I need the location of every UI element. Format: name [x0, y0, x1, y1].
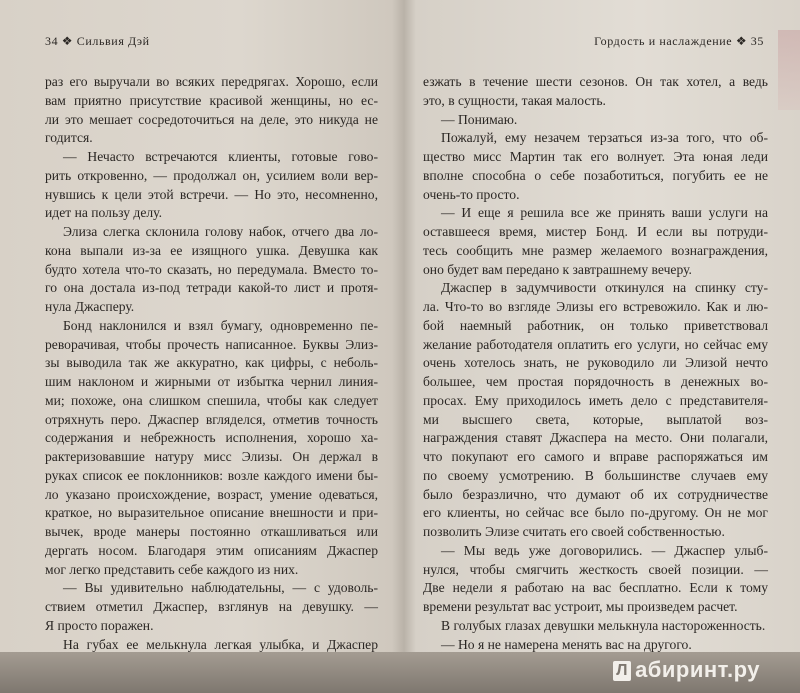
text-line: — Понимаю.	[441, 111, 518, 127]
text-line: очень-то просто.	[423, 186, 520, 202]
text-line: — Мы ведь уже договорились. — Джаспер улыб-	[441, 542, 768, 558]
text-line: это, в сущности, такая малость.	[423, 92, 606, 108]
text-line: реворачивая, чтобы прочесть написанное. Буквы Элиз-	[45, 336, 378, 352]
text-line: вам приятно присутствие красивой женщины, но ес-	[45, 92, 378, 108]
text-line: Бонд наклонился и взял бумагу, одновременно пе-	[63, 317, 378, 333]
text-line: вычек, вроде манеры постоянно откашливаться или	[45, 524, 378, 539]
text-line: вполне способна о себе позаботиться, погубить ее не	[423, 167, 768, 183]
text-line: оно будет вам передано к завтрашнему вечеру.	[423, 261, 692, 277]
text-line: — И еще я решила все же принять ваши услуги на	[441, 205, 768, 221]
text-line: го она достала из-под тетради какой-то лист и протя-	[45, 280, 378, 296]
text-line: бой наемный работник, он только приветствовал	[423, 317, 768, 333]
text-line: дергать носом. Благодаря этим описаниям Джаспер	[45, 542, 378, 558]
left-page	[0, 0, 395, 652]
text-line: Джаспер в задумчивости откинулся на спинку сту-	[441, 280, 768, 296]
text-line: было безразлично, что думают об их сотрудничестве	[423, 486, 768, 502]
labirint-logo-icon: Л	[613, 661, 631, 681]
text-line: что покупают его самого и вправе распоряжаться им	[423, 449, 768, 464]
text-line: Две недели я работаю на вас бесплатно. Если к тому	[423, 580, 768, 596]
labirint-watermark	[613, 657, 760, 683]
text-line: Я просто поражен.	[45, 617, 154, 633]
text-line: Пожалуй, ему незачем терзаться из-за того, что об-	[441, 130, 768, 146]
text-line: большее, чем простая порядочность в денежных во-	[423, 374, 768, 389]
text-line: руках список ее поклонников: возле каждого имени бы-	[45, 467, 378, 483]
text-line: рактеризовавшие натуру мисс Элизы. Он держал в	[45, 449, 378, 464]
text-line: шим наклоном и жирными от избытка чернил линия-	[45, 374, 378, 389]
text-line: ла. Что-то во взгляде Элизы его встревожило. Как и лю-	[423, 299, 768, 314]
text-line: годится.	[45, 130, 93, 146]
text-line: его клиенты, но сейчас все было по-другому. Он не мог	[423, 505, 768, 521]
text-line: ло указано происхождение, возраст, умение одеваться,	[45, 486, 378, 502]
text-line: ствием отметил Джаспер, взглянув на девушку. —	[45, 599, 378, 614]
text-line: — Но я не намерена менять вас на другого.	[441, 636, 692, 652]
left-running-head: 34 ❖ Сильвия Дэй	[45, 34, 150, 48]
text-line: идет на пользу делу.	[45, 205, 162, 221]
text-line: — Нечасто встречаются клиенты, готовые гово-	[63, 149, 378, 164]
text-line: В голубых глазах девушки мелькнула настороженность.	[441, 617, 766, 633]
text-line: времени результат вас устроит, мы произведем расчет.	[423, 599, 738, 614]
text-line: содержания и небрежность исполнения, хорошо ха-	[45, 430, 378, 446]
text-line: ли это мешает сосредоточиться на деле, это никуда не	[45, 111, 378, 127]
text-line: будто хотела что-то сказать, но передумала. Вместо то-	[45, 261, 378, 277]
text-line: щество мисс Мартин так его волнует. Эта юная леди	[423, 149, 768, 164]
text-line: кона выпали из-за ее изящного ушка. Девушка как	[45, 242, 378, 258]
text-line: по своему усмотрению. В большинстве случаев ему	[423, 467, 768, 483]
text-line: Элиза слегка склонила голову набок, отчего два ло-	[63, 224, 378, 239]
text-line: очень хотелось знать, не руководило ли Элизой нечто	[423, 355, 768, 371]
text-line: нула Джасперу.	[45, 299, 135, 314]
text-line: На губах ее мелькнула легкая улыбка, и Джаспер	[63, 636, 378, 652]
text-line: раз его выручали во всяких передрягах. Хорошо, если	[45, 74, 378, 89]
text-line: отряхнуть перо. Джаспер вгляделся, отметив точность	[45, 411, 378, 427]
text-line: награждения ставят Джаспера на место. Они полагали,	[423, 430, 768, 446]
text-line: оставшееся время, мистер Бонд. И если вы потруди-	[423, 224, 768, 239]
text-line: зы выводила так же аккуратно, как цифры, с неболь-	[45, 355, 378, 371]
watermark-text: абиринт.ру	[635, 657, 760, 682]
text-line: позволить Элизе считать его своей собственностью.	[423, 524, 725, 539]
text-line: езжать в течение шести сезонов. Он так хотел, а ведь	[423, 74, 768, 89]
left-page-text	[45, 73, 378, 652]
text-line: желание работодателя оплатить его услуги, но сейчас ему	[423, 336, 768, 352]
text-line: краткое, но выразительное описание внешности и при-	[45, 505, 378, 521]
right-page-text	[423, 73, 768, 652]
text-line: ми высшего света, которые, выплатой воз-	[423, 411, 768, 427]
right-page	[405, 0, 800, 652]
text-line: ми; похоже, она слишком спешила, чтобы как следует	[45, 392, 378, 408]
right-running-head: Гордость и наслаждение ❖ 35	[594, 34, 764, 48]
text-line: просах. Ему приходилось иметь дело с представителя-	[423, 392, 768, 408]
text-line: нулся, чтобы смягчить жесткость своей позиции. —	[423, 561, 768, 577]
text-line: тесь сообщить мне размер желаемого вознаграждения,	[423, 242, 768, 258]
text-line: — Вы удивительно наблюдательны, — с удоволь-	[63, 580, 378, 596]
text-line: нувшись к цели этой встречи. — Но это, несомненно,	[45, 186, 378, 202]
text-line: рить откровенно, — продолжал он, усилием воли вер-	[45, 167, 378, 183]
text-line: мог легко представить себе каждого из них.	[45, 561, 299, 577]
